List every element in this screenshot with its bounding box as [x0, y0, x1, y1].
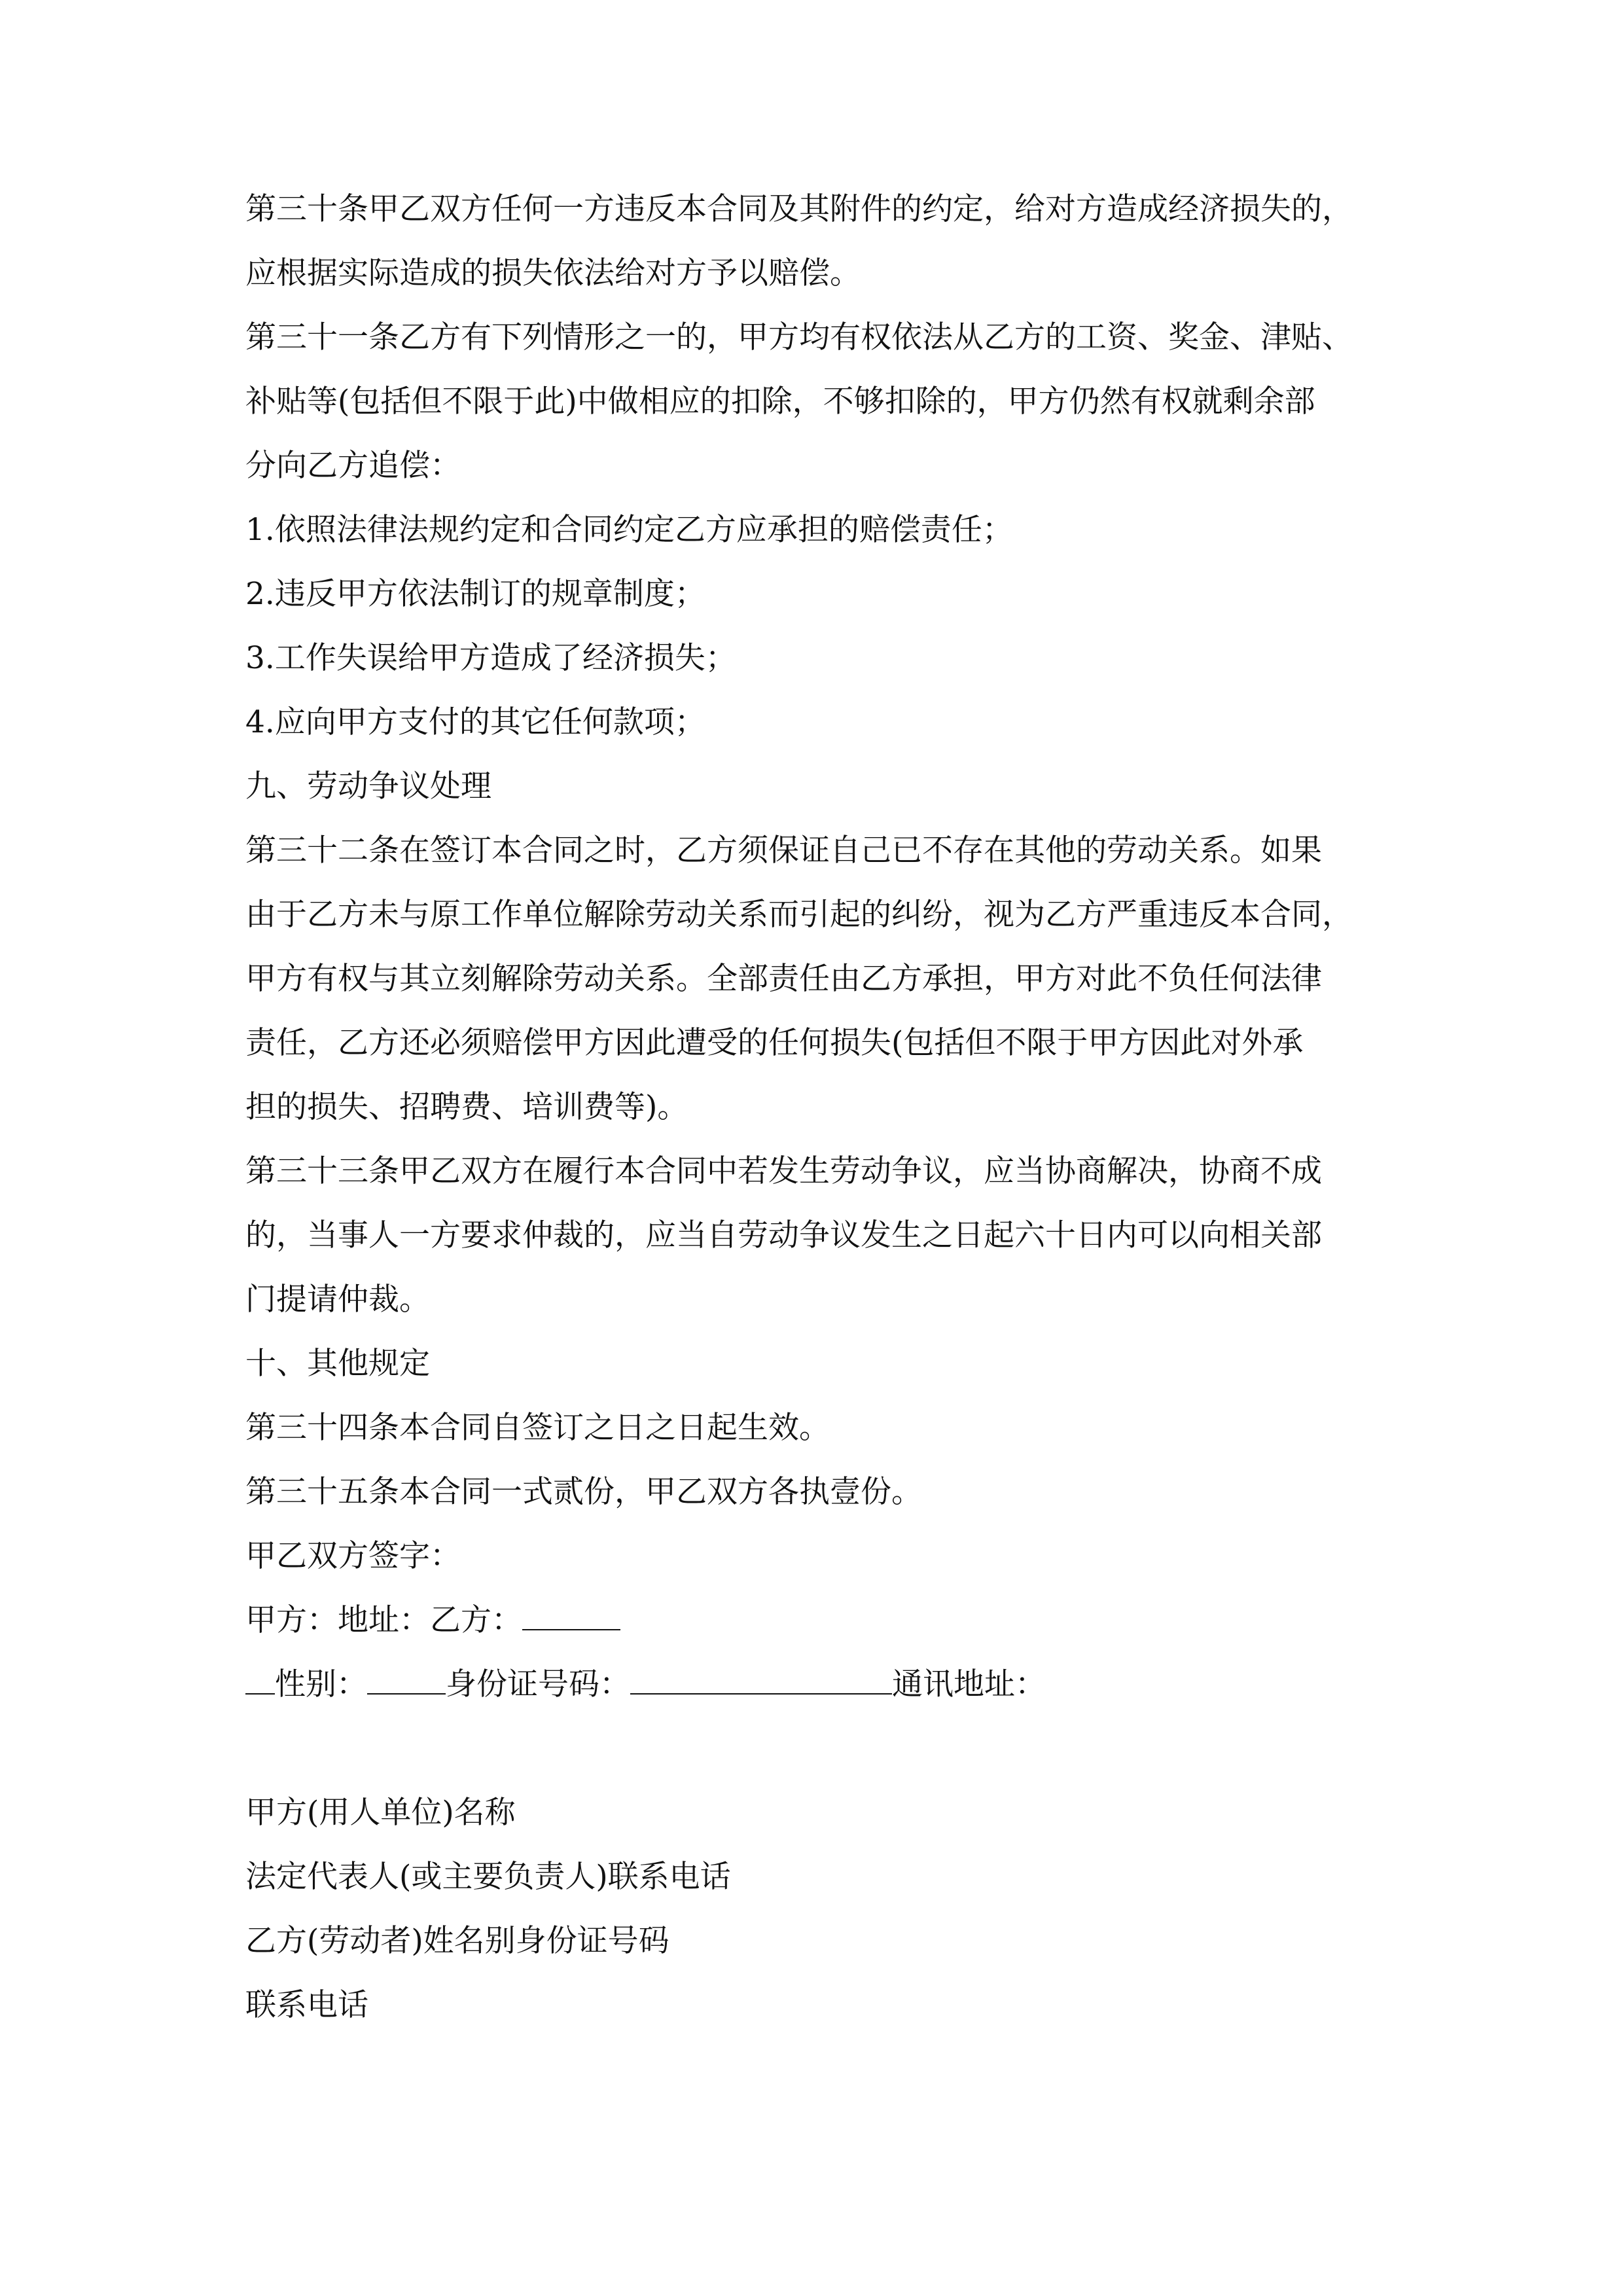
text-line: 2.违反甲方依法制订的规章制度；: [245, 576, 705, 612]
text-line: 第三十条甲乙双方任何一方违反本合同及其附件的约定，给对方造成经济损失的，: [245, 191, 1353, 227]
sign-label: 身份证号码：: [446, 1666, 630, 1702]
text-line: 第三十一条乙方有下列情形之一的，甲方均有权依法从乙方的工资、奖金、津贴、: [245, 319, 1353, 355]
signature-line-2: [245, 1659, 1046, 1711]
section-heading: 九、劳动争议处理: [245, 768, 491, 804]
text-line: 第三十二条在签订本合同之时，乙方须保证自己已不存在其他的劳动关系。如果: [245, 833, 1322, 869]
blank-field[interactable]: [522, 1603, 620, 1630]
text-line: 第三十四条本合同自签订之日之日起生效。: [245, 1410, 830, 1446]
text-line: 甲乙双方签字：: [245, 1538, 461, 1574]
sign-label: 通讯地址：: [892, 1666, 1046, 1702]
footer-line: 甲方(用人单位)名称: [245, 1795, 516, 1831]
blank-field[interactable]: [367, 1667, 446, 1695]
footer-line: 乙方(劳动者)姓名别身份证号码: [245, 1923, 669, 1959]
text-line: 门提请仲裁。: [245, 1282, 430, 1318]
text-line: 应根据实际造成的损失依法给对方予以赔偿。: [245, 255, 861, 291]
text-line: 的，当事人一方要求仲裁的，应当自劳动争议发生之日起六十日内可以向相关部: [245, 1217, 1322, 1253]
sign-label: 甲方：地址：乙方：: [245, 1602, 522, 1638]
text-line: 甲方有权与其立刻解除劳动关系。全部责任由乙方承担，甲方对此不负任何法律: [245, 961, 1322, 997]
text-line: 担的损失、招聘费、培训费等)。: [245, 1089, 688, 1125]
text-line: 补贴等(包括但不限于此)中做相应的扣除，不够扣除的，甲方仍然有权就剩余部: [245, 384, 1315, 420]
blank-field[interactable]: [245, 1667, 275, 1695]
blank-field[interactable]: [630, 1667, 892, 1695]
text-line: 分向乙方追偿：: [245, 448, 461, 484]
signature-line-1: [245, 1594, 620, 1647]
text-line: 由于乙方未与原工作单位解除劳动关系而引起的纠纷，视为乙方严重违反本合同，: [245, 897, 1353, 933]
text-line: 1.依照法律法规约定和合同约定乙方应承担的赔偿责任；: [245, 512, 1013, 548]
text-line: 责任，乙方还必须赔偿甲方因此遭受的任何损失(包括但不限于甲方因此对外承: [245, 1025, 1304, 1061]
text-line: 第三十三条甲乙双方在履行本合同中若发生劳动争议，应当协商解决，协商不成: [245, 1153, 1322, 1189]
text-line: 第三十五条本合同一式贰份，甲乙双方各执壹份。: [245, 1474, 922, 1510]
footer-line: 联系电话: [245, 1987, 368, 2023]
footer-line: 法定代表人(或主要负责人)联系电话: [245, 1859, 731, 1895]
text-line: 3.工作失误给甲方造成了经济损失；: [245, 640, 736, 676]
section-heading: 十、其他规定: [245, 1346, 430, 1382]
sign-label: 性别：: [275, 1666, 367, 1702]
text-line: 4.应向甲方支付的其它任何款项；: [245, 704, 705, 740]
